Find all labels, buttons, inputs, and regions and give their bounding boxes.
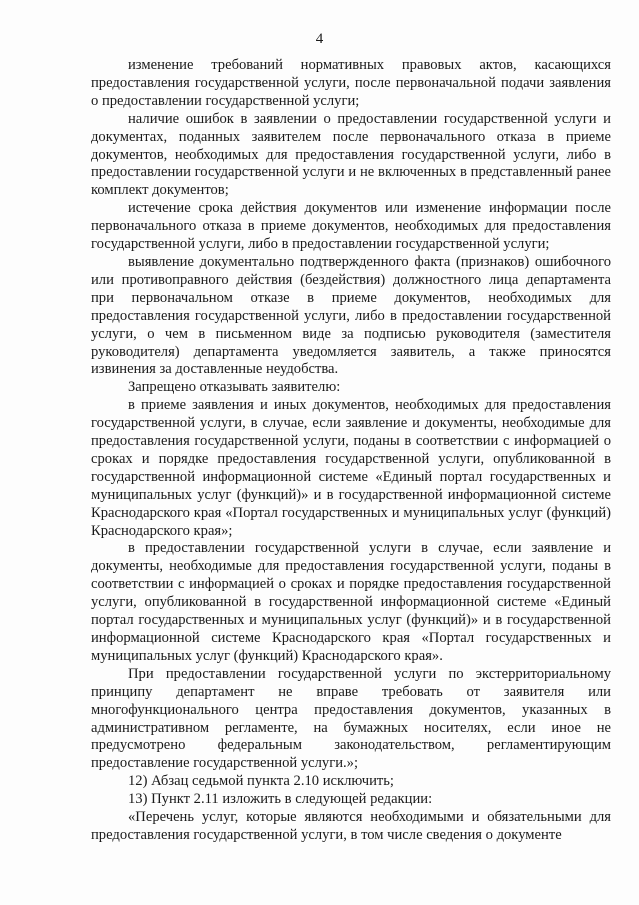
paragraph-extraterritorial-principle: При предоставлении государственной услуги по экстерриториальному принципу департамент не вправе требовать от заявителя или многофункционального центра предоставления документов, указанных в административном регламенте, на бумажных носителях, если иное не предусмотрено федеральным законодательством, регламентирующим предоставление государственной услуги.»;: [91, 665, 611, 772]
paragraph-document-expiry: истечение срока действия документов или изменение информации после первоначального отказа в приеме документов, необходимых для предоставления государственной услуги, либо в предоставлении государственной услуги;: [91, 200, 611, 253]
paragraph-requirements-change: изменение требований нормативных правовых актов, касающихся предоставления государственной услуги, после первоначальной подачи заявления о предоставлении государственной услуги;: [91, 57, 611, 109]
paragraph-item-12: 12) Абзац седьмой пункта 2.10 исключить;: [128, 773, 394, 790]
paragraph-item-13: 13) Пункт 2.11 изложить в следующей редакции:: [128, 791, 433, 808]
paragraph-acceptance-of-application: в приеме заявления и иных документов, необходимых для предоставления государственной услуги, в случае, если заявление и документы, необходимые для предоставления государственной услуги, поданы в соответствии с информацией о сроках и порядке предоставления государственной услуги, опубликованной в государственной информационной системе «Единый портал государственных и муниципальных услуг (функций)» и в государственной информационной системе Краснодарского края «Портал государственных и муниципальных услуг (функций) Краснодарского края»;: [91, 397, 611, 539]
paragraph-services-list: «Перечень услуг, которые являются необходимыми и обязательными для предоставления государственной услуги, в том числе сведения о документе: [91, 809, 611, 843]
paragraph-erroneous-action: выявление документально подтвержденного факта (признаков) ошибочного или противоправного действия (бездействия) должностного лица департамента при первоначальном отказе в приеме документов, необходимых для предоставления государственной услуги, либо в предоставлении государственной услуги, о чем в письменном виде за подписью руководителя (заместителя руководителя) департамента уведомляется заявитель, а также приносятся извинения за доставленные неудобства.: [91, 253, 611, 378]
paragraph-refusal-prohibited: Запрещено отказывать заявителю:: [128, 379, 341, 396]
paragraph-errors-in-application: наличие ошибок в заявлении о предоставлении государственной услуги и документах, поданных заявителем после первоначального отказа в приеме документов, необходимых для предоставления государственной услуги, либо в предоставлении государственной услуги и не включенных в представленный ранее комплект документов;: [91, 110, 611, 199]
page-number: 4: [315, 31, 324, 47]
paragraph-provision-of-service: в предоставлении государственной услуги в случае, если заявление и документы, необходимые для предоставления государственной услуги, поданы в соответствии с информацией о сроках и порядке предоставления государственной услуги, опубликованной в государственной информационной системе «Единый портал государственных и муниципальных услуг (функций)» и в государственной информационной системе Краснодарского края «Портал государственных и муниципальных услуг (функций) Краснодарского края».: [91, 540, 611, 664]
document-body: [91, 57, 611, 845]
